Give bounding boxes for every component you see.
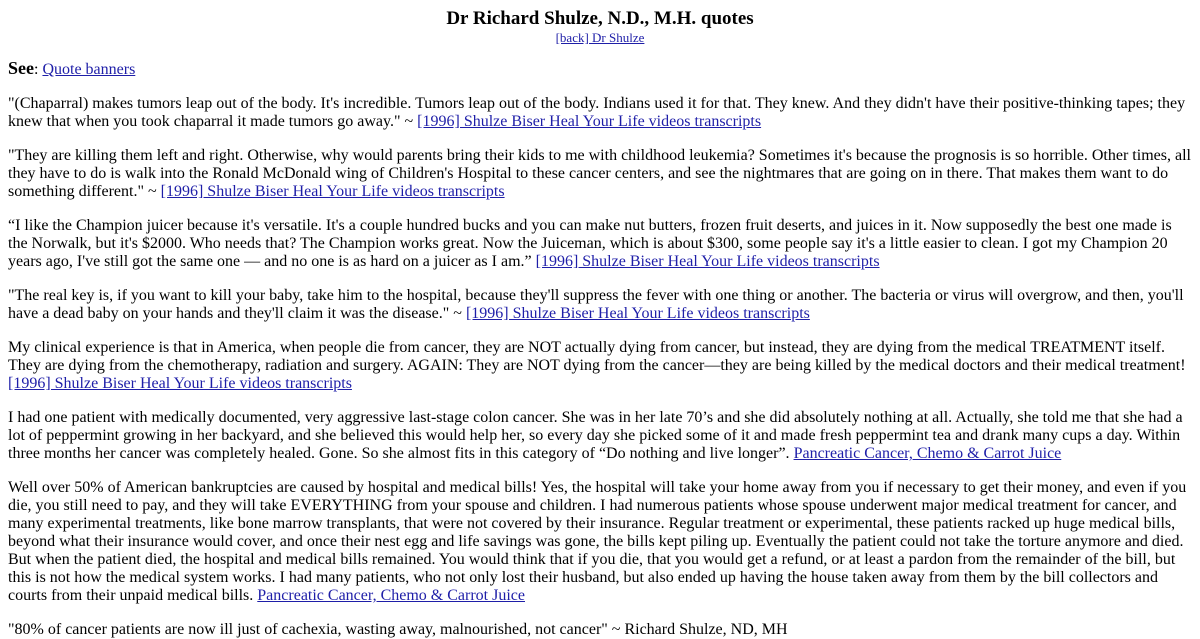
see-separator: : (34, 61, 39, 78)
quote-4 (8, 287, 1192, 323)
back-link[interactable]: [back] Dr Shulze (555, 30, 645, 45)
quote-5 (8, 339, 1192, 393)
quote-source-link[interactable]: [1996] Shulze Biser Heal Your Life videos transcripts (160, 183, 505, 200)
quote-source-link[interactable]: [1996] Shulze Biser Heal Your Life videos transcripts (417, 113, 762, 130)
page-title: Dr Richard Shulze, N.D., M.H. quotes (446, 8, 754, 29)
quote-text: Well over 50% of American bankruptcies are caused by hospital and medical bills! Yes, the hospital will take your home away from you if necessary to get their money, and even if you die, you still need to pay, and they will take EVERYTHING from your spouse and children. I had numerous patients whose spouse underwent major medical treatment for cancer, and many experimental treatments, like bone marrow transplants, that were not covered by their insurance. Regular treatment or experimental, these patients racked up huge medical bills, beyond what their insurance would cover, and once their nest egg and life savings was gone, the bills kept piling up. Eventually the patient could not take the torture anymore and died. But when the patient died, the hospital and medical bills remained. You would think that if you die, that you would get a refund, or at least a pardon from the remainder of the bill, but this is not how the medical system works. I had many patients, who not only lost their husband, but also ended up having the house taken away from them by the bill collectors and courts from their unpaid medical bills. (8, 479, 1187, 604)
quote-banners-link[interactable]: Quote banners (42, 61, 136, 78)
quote-text: "They are killing them left and right. Otherwise, why would parents bring their kids to me with childhood leukemia? Sometimes it's because the prognosis is so horrible. Other times, all they have to do is walk into the Ronald McDonald wing of Children's Hospital to these cancer centers, and see the nightmares that are going on in there. That makes them want to do something different." ~ (8, 147, 1191, 200)
quote-source-link[interactable]: Pancreatic Cancer, Chemo & Carrot Juice (257, 587, 525, 604)
see-label: See (8, 58, 34, 78)
quote-7 (8, 479, 1192, 605)
see-also (8, 59, 1192, 79)
quote-text: “I like the Champion juicer because it's versatile. It's a couple hundred bucks and you can make nut butters, frozen fruit deserts, and juices in it. Now supposedly the best one made is the Norwalk, but it's $2000. Who needs that? The Champion works great. Now the Juiceman, which is about $300, some people say it's a little easier to clean. I got my Champion 20 years ago, I've still got the same one — and no one is as hard on a juicer as I am.” (8, 217, 1172, 270)
quote-3 (8, 217, 1192, 271)
quote-text: My clinical experience is that in America, when people die from cancer, they are NOT actually dying from cancer, but instead, they are dying from the medical TREATMENT itself. They are dying from the chemotherapy, radiation and surgery. AGAIN: They are NOT dying from the cancer—they are being killed by the medical doctors and their medical treatment! (8, 339, 1186, 374)
quote-source-link[interactable]: Pancreatic Cancer, Chemo & Carrot Juice (793, 445, 1062, 462)
quote-source-link[interactable]: [1996] Shulze Biser Heal Your Life videos transcripts (465, 305, 810, 322)
quote-source-link[interactable]: [1996] Shulze Biser Heal Your Life videos transcripts (8, 375, 352, 392)
quote-text: "80% of cancer patients are now ill just of cachexia, wasting away, malnourished, not cancer" ~ Richard Shulze, ND, MH (8, 621, 788, 638)
quote-8 (8, 621, 1192, 639)
quote-1 (8, 95, 1192, 131)
quote-text: "The real key is, if you want to kill your baby, take him to the hospital, because they'll suppress the fever with one thing or another. The bacteria or virus will overgrow, and then, you'll have a dead baby on your hands and they'll claim it was the disease." ~ (8, 287, 1184, 322)
back-link-container (8, 30, 1192, 45)
quote-2 (8, 147, 1192, 201)
quote-6 (8, 409, 1192, 463)
quote-text: "(Chaparral) makes tumors leap out of the body. It's incredible. Tumors leap out of the body. Indians used it for that. They knew. And they didn't have their positive-thinking tapes; they knew that when you took chaparral it made tumors go away." ~ (8, 95, 1186, 130)
quote-source-link[interactable]: [1996] Shulze Biser Heal Your Life videos transcripts (535, 253, 880, 270)
quote-text: I had one patient with medically documented, very aggressive last-stage colon cancer. She was in her late 70’s and she did absolutely nothing at all. Actually, she told me that she had a lot of peppermint growing in her backyard, and she believed this would help her, so every day she picked some of it and made fresh peppermint tea and drank many cups a day. Within three months her cancer was completely healed. Gone. So she almost fits in this category of “Do nothing and live longer”. (8, 409, 1183, 462)
